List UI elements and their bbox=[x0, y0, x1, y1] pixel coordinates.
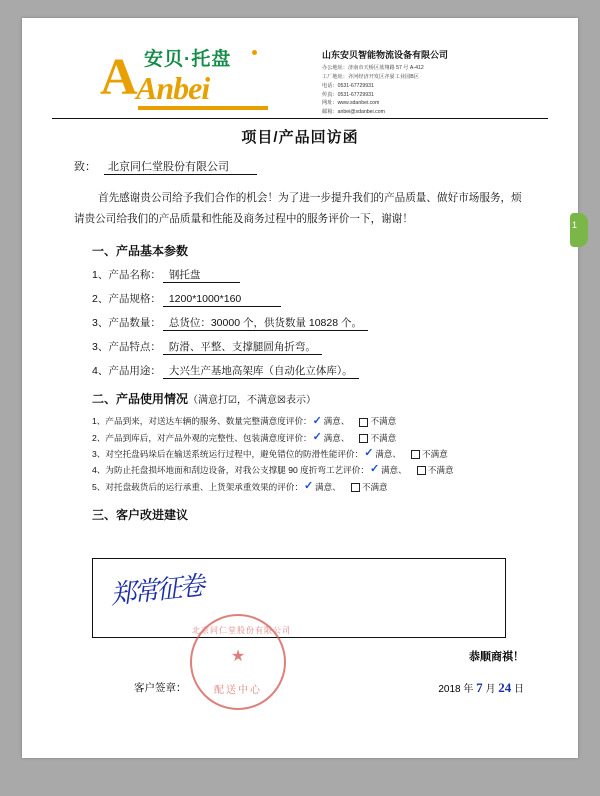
option-satisfied[interactable]: ✓ 满意 、 bbox=[365, 448, 401, 461]
letter-sheet bbox=[22, 18, 578, 758]
company-fax: 传真：0531-67729931 bbox=[322, 91, 374, 98]
param-row bbox=[92, 291, 524, 306]
option-label: 满意 bbox=[375, 449, 393, 459]
check-icon bbox=[371, 466, 380, 475]
company-name: 山东安贝智能物流设备有限公司 bbox=[322, 50, 449, 60]
param-row bbox=[92, 315, 524, 330]
company-website: 网址：www.sdanbei.com bbox=[322, 100, 380, 107]
logo-underline bbox=[138, 106, 268, 110]
section-heading-suggestion: 三、客户改进建议 bbox=[92, 507, 189, 522]
checkbox-icon bbox=[417, 466, 426, 475]
survey-questions bbox=[92, 415, 524, 494]
survey-row bbox=[92, 432, 524, 445]
company-stamp bbox=[190, 614, 291, 710]
handwritten-signature: 郑常征卷 bbox=[108, 571, 204, 610]
param-row bbox=[92, 267, 524, 282]
logo-english-name: Anbei bbox=[136, 70, 210, 106]
check-icon bbox=[305, 483, 314, 492]
company-logo bbox=[100, 44, 300, 106]
stamp-top-text: 北京同仁堂股份有限公司 bbox=[192, 626, 291, 635]
header-divider bbox=[52, 118, 548, 119]
option-label: 不满意 bbox=[370, 416, 397, 427]
company-email: 邮箱：anbei@sdanbei.com bbox=[322, 109, 385, 116]
addressee-name: 北京同仁堂股份有限公司 bbox=[104, 161, 257, 175]
param-value: 钢托盘 bbox=[163, 269, 241, 283]
option-unsatisfied[interactable] bbox=[417, 464, 454, 477]
survey-row bbox=[92, 415, 524, 428]
page-marker[interactable] bbox=[570, 213, 588, 247]
page-title: 项目/产品回访函 bbox=[241, 129, 359, 146]
product-parameters-list bbox=[92, 267, 524, 378]
survey-row bbox=[92, 481, 524, 494]
star-icon: ★ bbox=[230, 648, 246, 665]
option-label: 满意 bbox=[315, 481, 333, 492]
option-label: 不满意 bbox=[361, 481, 388, 492]
logo-dot-icon bbox=[252, 50, 257, 55]
option-label: 满意 bbox=[380, 465, 399, 476]
date-year-unit: 年 bbox=[463, 684, 474, 695]
date-day-unit: 日 bbox=[514, 684, 524, 695]
closing-greeting: 恭顺商祺！ bbox=[469, 651, 524, 663]
check-icon bbox=[365, 450, 374, 459]
question-text: 为防止托盘损坏地面和刮边设备，对我公支撑腿 90 度折弯工艺评价： bbox=[105, 465, 369, 476]
document-body bbox=[74, 158, 524, 531]
option-label: 不满意 bbox=[422, 449, 448, 459]
logo-chinese-name: 安贝·托盘 bbox=[144, 49, 232, 70]
question-number: 3、 bbox=[92, 449, 106, 459]
date-day: 24 bbox=[498, 680, 512, 695]
question-text: 对托盘载货后的运行承重、上货架承重效果的评价： bbox=[105, 481, 304, 492]
date-month-unit: 月 bbox=[485, 684, 496, 695]
option-label: 满意 bbox=[323, 416, 341, 427]
option-label: 不满意 bbox=[427, 465, 454, 476]
checkbox-icon bbox=[359, 434, 368, 443]
stamp-bottom-text: 配送中心 bbox=[214, 685, 262, 696]
option-label: 满意 bbox=[323, 432, 341, 443]
option-satisfied[interactable]: ✓ 满意 、 bbox=[314, 415, 350, 428]
param-value: 1200*1000*160 bbox=[163, 293, 281, 307]
company-info-block bbox=[322, 48, 562, 117]
check-icon bbox=[314, 434, 323, 443]
checkbox-icon bbox=[351, 483, 360, 492]
param-label: 3、产品数量： bbox=[92, 317, 161, 330]
question-text: 产品到库后，对产品外观的完整性、包装满意度评价： bbox=[105, 432, 312, 443]
survey-row bbox=[92, 464, 524, 477]
question-text: 产品到来，对送达车辆的服务、数量完整满意度评价： bbox=[105, 416, 312, 427]
param-label: 2、产品规格： bbox=[92, 293, 161, 306]
company-address-office: 办公地址：济南市天桥区蓝翔路 57 号 A-412 bbox=[322, 65, 424, 71]
param-label: 1、产品名称： bbox=[92, 269, 161, 282]
question-number: 2、 bbox=[92, 432, 106, 443]
param-row bbox=[92, 363, 524, 378]
param-value: 防滑、平整、支撑腿圆角折弯。 bbox=[163, 341, 322, 355]
intro-paragraph: 首先感谢贵公司给予我们合作的机会！为了进一步提升我们的产品质量、做好市场服务，烦请贵公司给我们的产品质量和性能及商务过程中的服务评价一下，谢谢！ bbox=[74, 192, 522, 226]
option-unsatisfied[interactable] bbox=[351, 481, 388, 494]
survey-row bbox=[92, 448, 524, 461]
date-month: 7 bbox=[476, 680, 483, 695]
addressee-label: 致： bbox=[74, 161, 96, 173]
param-label: 4、产品用途： bbox=[92, 365, 161, 378]
option-label: 不满意 bbox=[370, 432, 397, 443]
checkbox-icon bbox=[411, 450, 420, 459]
checkbox-icon bbox=[359, 418, 368, 427]
question-text: 对空托盘码垛后在输送系统运行过程中，避免错位的防滑性能评价： bbox=[105, 449, 364, 459]
question-number: 1、 bbox=[92, 416, 106, 427]
date-year: 2018 bbox=[438, 684, 461, 695]
check-icon bbox=[314, 418, 323, 427]
option-unsatisfied[interactable] bbox=[359, 432, 396, 445]
option-unsatisfied[interactable] bbox=[359, 415, 396, 428]
addressee bbox=[74, 158, 524, 174]
option-satisfied[interactable]: ✓ 满意 、 bbox=[371, 464, 407, 477]
question-number: 4、 bbox=[92, 465, 106, 476]
param-label: 3、产品特点： bbox=[92, 341, 161, 354]
logo-letter-a: A bbox=[100, 49, 138, 106]
section-heading-params: 一、产品基本参数 bbox=[92, 244, 189, 259]
option-satisfied[interactable]: ✓ 满意 、 bbox=[305, 481, 341, 494]
param-value: 总货位：30000 个，供货数量 10828 个。 bbox=[163, 317, 368, 331]
signature-label: 客户签章： bbox=[134, 682, 187, 694]
page-marker-number: 1 bbox=[572, 220, 578, 230]
param-row bbox=[92, 339, 524, 354]
param-value: 大兴生产基地高架库（自动化立体库）。 bbox=[163, 365, 359, 379]
usage-heading-note: （满意打☑，不满意☒表示） bbox=[188, 395, 316, 407]
usage-heading-text: 二、产品使用情况 bbox=[92, 392, 189, 407]
letterhead bbox=[22, 18, 578, 116]
option-unsatisfied[interactable] bbox=[411, 448, 448, 461]
date-line bbox=[438, 680, 524, 696]
company-address-factory: 工厂地址：齐河经济开发区齐晏工业园B区 bbox=[322, 73, 419, 80]
option-satisfied[interactable]: ✓ 满意 、 bbox=[314, 432, 350, 445]
company-phone: 电话：0531-67729931 bbox=[322, 82, 374, 89]
question-number: 5、 bbox=[92, 481, 106, 492]
section-heading-usage bbox=[92, 390, 524, 407]
